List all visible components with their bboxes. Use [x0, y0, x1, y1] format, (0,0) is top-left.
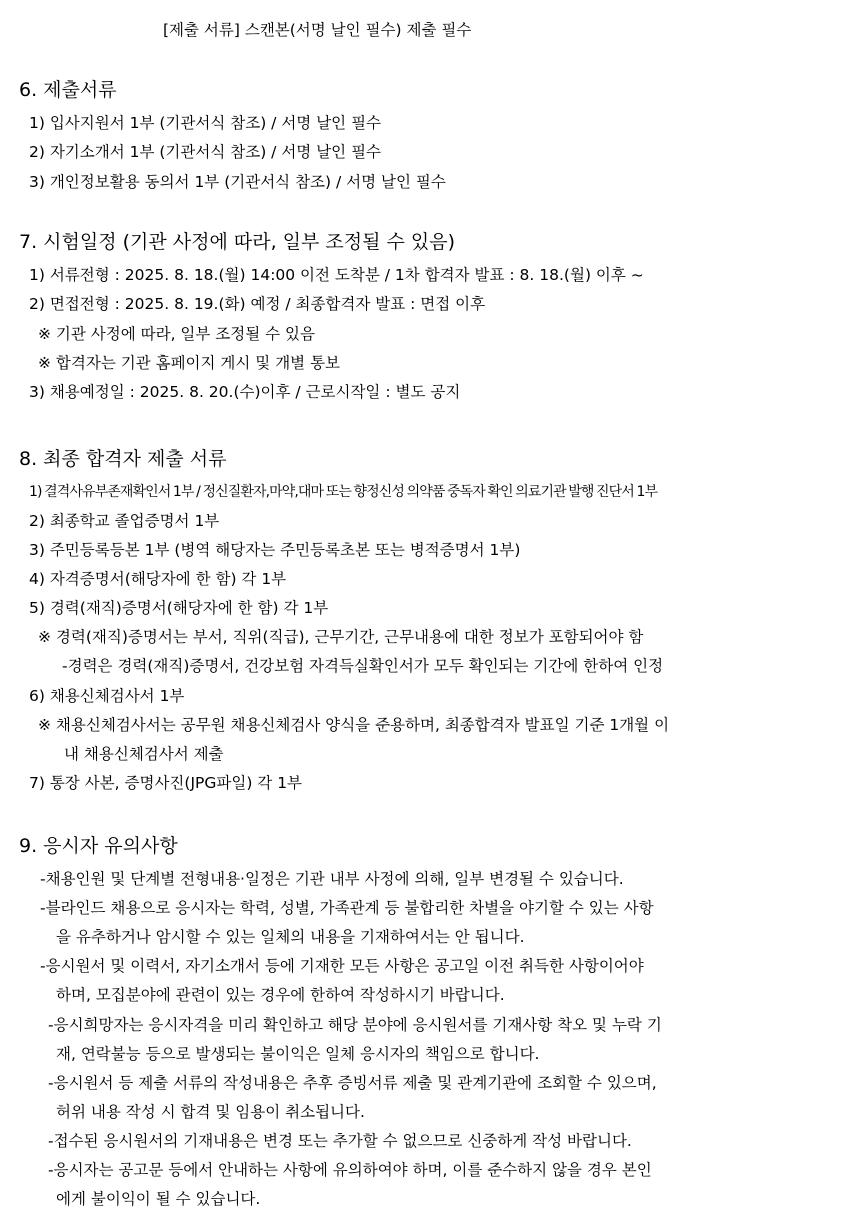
s8-note-6a: ※ 채용신체검사서는 공무원 채용신체검사 양식을 준용하며, 최종합격자 발표일 기준 1개월 이 — [38, 716, 670, 734]
s8-item-5: 5) 경력(재직)증명서(해당자에 한 함) 각 1부 — [29, 599, 329, 617]
s9-line-5: 하며, 모집분야에 관련이 있는 경우에 한하여 작성하시기 바랍니다. — [56, 986, 505, 1004]
s7-item-3: 3) 채용예정일 : 2025. 8. 20.(수)이후 / 근로시작일 : 별도 공지 — [29, 383, 461, 401]
s8-note-5a: ※ 경력(재직)증명서는 부서, 직위(직급), 근무기간, 근무내용에 대한 정보가 포함되어야 함 — [38, 628, 644, 646]
s9-line-8: -응시원서 등 제출 서류의 작성내용은 추후 증빙서류 제출 및 관계기관에 조회할 수 있으며, — [48, 1074, 657, 1092]
s7-item-2: 2) 면접전형 : 2025. 8. 19.(화) 예정 / 최종합격자 발표 : 면접 이후 — [29, 295, 486, 313]
s8-item-3: 3) 주민등록등본 1부 (병역 해당자는 주민등록초본 또는 병적증명서 1부) — [29, 541, 521, 559]
s9-line-1: -채용인원 및 단계별 전형내용·일정은 기관 내부 사정에 의해, 일부 변경될 수 있습니다. — [40, 870, 624, 888]
s7-note-1: ※ 기관 사정에 따라, 일부 조정될 수 있음 — [38, 325, 315, 343]
section-9-title: 9. 응시자 유의사항 — [19, 835, 178, 857]
s9-line-4: -응시원서 및 이력서, 자기소개서 등에 기재한 모든 사항은 공고일 이전 취득한 사항이어야 — [40, 957, 644, 975]
s9-line-6: -응시희망자는 응시자격을 미리 확인하고 해당 분야에 응시원서를 기재사항 착오 및 누락 기 — [48, 1016, 662, 1034]
s6-item-2: 2) 자기소개서 1부 (기관서식 참조) / 서명 날인 필수 — [29, 143, 382, 161]
section-6-title: 6. 제출서류 — [19, 79, 117, 101]
section-7-title: 7. 시험일정 (기관 사정에 따라, 일부 조정될 수 있음) — [19, 231, 456, 253]
s9-line-7: 재, 연락불능 등으로 발생되는 불이익은 일체 응시자의 책임으로 합니다. — [56, 1045, 540, 1063]
section-8-title: 8. 최종 합격자 제출 서류 — [19, 448, 227, 470]
s8-note-6b: 내 채용신체검사서 제출 — [64, 745, 224, 763]
s9-line-9: 허위 내용 작성 시 합격 및 임용이 취소됩니다. — [56, 1103, 365, 1121]
s8-item-4: 4) 자격증명서(해당자에 한 함) 각 1부 — [29, 570, 287, 588]
top-note: [제출 서류] 스캔본(서명 날인 필수) 제출 필수 — [163, 21, 472, 39]
s9-line-3: 을 유추하거나 암시할 수 있는 일체의 내용을 기재하여서는 안 됩니다. — [56, 928, 525, 946]
s9-line-10: -접수된 응시원서의 기재내용은 변경 또는 추가할 수 없으므로 신중하게 작성 바랍니다. — [48, 1132, 632, 1150]
s8-item-2: 2) 최종학교 졸업증명서 1부 — [29, 512, 220, 530]
s8-item-6: 6) 채용신체검사서 1부 — [29, 687, 185, 705]
s9-line-2: -블라인드 채용으로 응시자는 학력, 성별, 가족관계 등 불합리한 차별을 야기할 수 있는 사항 — [40, 899, 654, 917]
s9-line-12: 에게 불이익이 될 수 있습니다. — [56, 1190, 261, 1208]
s8-note-5b: -경력은 경력(재직)증명서, 건강보험 자격득실확인서가 모두 확인되는 기간에 한하여 인정 — [62, 657, 664, 675]
s9-line-11: -응시자는 공고문 등에서 안내하는 사항에 유의하여야 하며, 이를 준수하지 않을 경우 본인 — [48, 1161, 652, 1179]
s6-item-3: 3) 개인정보활용 동의서 1부 (기관서식 참조) / 서명 날인 필수 — [29, 173, 446, 191]
s7-item-1: 1) 서류전형 : 2025. 8. 18.(월) 14:00 이전 도착분 / 1차 합격자 발표 : 8. 18.(월) 이후 ~ — [29, 266, 644, 284]
s7-note-2: ※ 합격자는 기관 홈페이지 게시 및 개별 통보 — [38, 354, 341, 372]
s8-item-1: 1) 결격사유부존재확인서 1부 / 정신질환자,마약,대마 또는 향정신성 의약품 중독자 확인 의료기관 발행 진단서 1부 — [29, 484, 658, 500]
s6-item-1: 1) 입사지원서 1부 (기관서식 참조) / 서명 날인 필수 — [29, 114, 382, 132]
s8-item-7: 7) 통장 사본, 증명사진(JPG파일) 각 1부 — [29, 774, 303, 792]
